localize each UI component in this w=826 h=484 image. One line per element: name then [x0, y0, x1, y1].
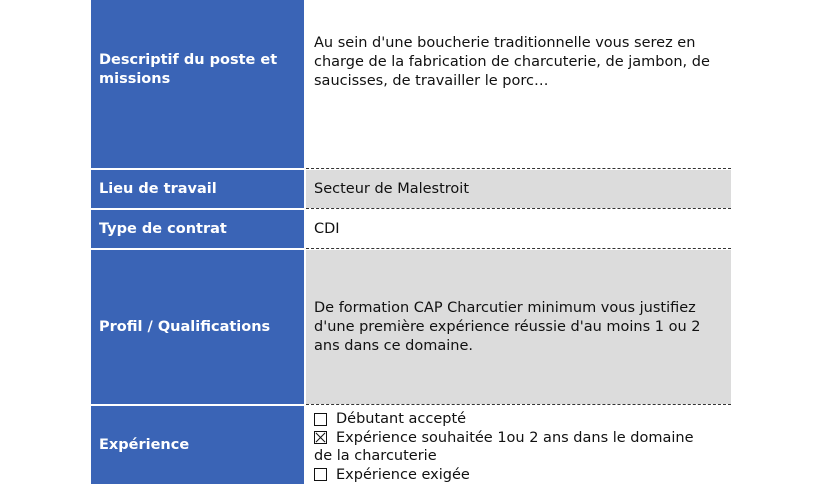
option-exigee[interactable] [314, 466, 723, 484]
option-souhaitee[interactable] [314, 429, 723, 448]
value-lieu [306, 170, 731, 208]
value-descriptif [306, 0, 731, 168]
row-lieu [91, 170, 731, 208]
job-offer-table [91, 0, 731, 484]
option-exigee-label: Expérience exigée [336, 466, 470, 484]
value-lieu-text: Secteur de Malestroit [314, 180, 469, 199]
option-souhaitee-continuation: de la charcuterie [314, 447, 723, 466]
option-debutant-label: Débutant accepté [336, 410, 466, 429]
label-experience [91, 406, 304, 484]
label-lieu [91, 170, 304, 208]
checkbox-icon[interactable] [314, 468, 327, 481]
row-contrat [91, 210, 731, 248]
row-separator [306, 168, 731, 169]
label-experience-text: Expérience [99, 436, 189, 455]
row-separator [306, 248, 731, 249]
row-descriptif [91, 0, 731, 168]
label-descriptif-text: Descriptif du poste et missions [99, 51, 296, 89]
row-experience [91, 406, 731, 484]
checked-checkbox-icon[interactable] [314, 431, 327, 444]
label-descriptif [91, 0, 304, 168]
row-separator [306, 404, 731, 405]
checkbox-icon[interactable] [314, 413, 327, 426]
option-souhaitee-label: Expérience souhaitée 1ou 2 ans dans le domaine [336, 429, 694, 448]
label-profil-text: Profil / Qualifications [99, 318, 270, 337]
value-experience [306, 406, 731, 484]
row-separator [306, 208, 731, 209]
label-lieu-text: Lieu de travail [99, 180, 217, 199]
value-profil [306, 250, 731, 404]
option-debutant[interactable] [314, 410, 723, 429]
row-profil [91, 250, 731, 404]
value-contrat-text: CDI [314, 220, 340, 239]
label-contrat-text: Type de contrat [99, 220, 227, 239]
label-profil [91, 250, 304, 404]
value-profil-text: De formation CAP Charcutier minimum vous justifiez d'une première expérience réussie d'au moins 1 ou 2 ans dans ce domaine. [314, 299, 723, 356]
label-contrat [91, 210, 304, 248]
value-contrat [306, 210, 731, 248]
value-descriptif-text: Au sein d'une boucherie traditionnelle vous serez en charge de la fabrication de charcuterie, de jambon, de saucisses, de travailler le porc… [314, 34, 723, 91]
